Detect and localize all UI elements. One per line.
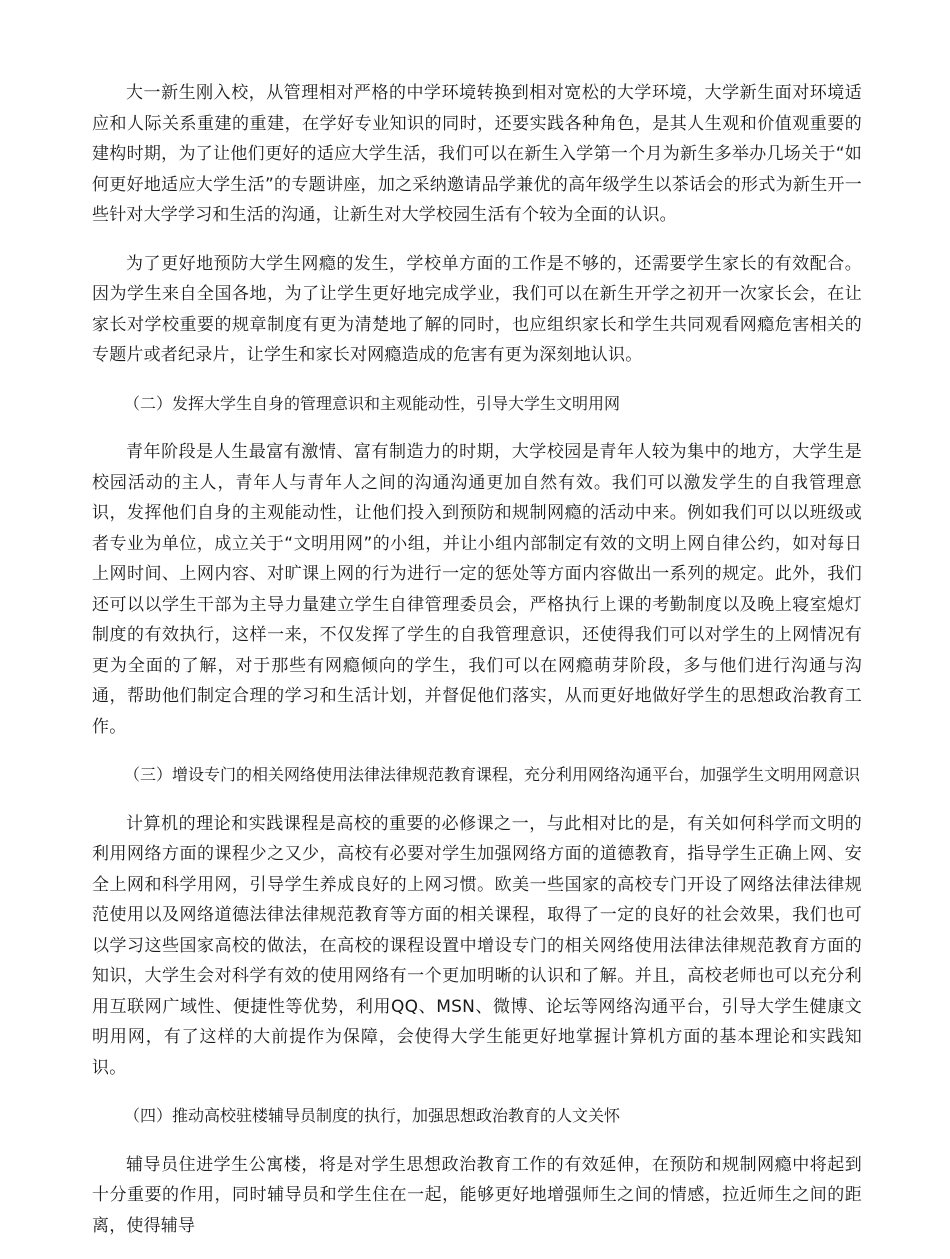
section-heading-2: （二）发挥大学生自身的管理意识和主观能动性，引导大学生文明用网 [124, 393, 621, 413]
section-heading-4: （四）推动高校驻楼辅导员制度的执行，加强思想政治教育的人文关怀 [124, 1106, 621, 1125]
paragraph-freshman-adaptation: 大一新生刚入校，从管理相对严格的中学环境转换到相对宽松的大学环境，大学新生面对环境适应和人际关系重建的重建，在学好专业知识的同时，还要实践各种角色，是其人生观和价值观重要的建构时期，为了让他们更好的适应大学生活，我们可以在新生入学第一个月为新生多举办几场关于“如何更好地适应大学生活”的专题讲座，加之采纳邀请品学兼优的高年级学生以茶话会的形式为新生开一些针对大学学习和生活的沟通，让新生对大学校园生活有个较为全面的认识。 [92, 83, 862, 225]
document-page [92, 78, 862, 1259]
section-heading-3: （三）增设专门的相关网络使用法律法律规范教育课程，充分利用网络沟通平台，加强学生文明用网意识 [124, 765, 861, 784]
paragraph-parent-cooperation: 为了更好地预防大学生网瘾的发生，学校单方面的工作是不够的，还需要学生家长的有效配合。因为学生来自全国各地，为了让学生更好地完成学业，我们可以在新生开学之初开一次家长会，在让家长对学校重要的规章制度有更为清楚地了解的同时，也应组织家长和学生共同观看网瘾危害相关的专题片或者纪录片，让学生和家长对网瘾造成的危害有更为深刻地认识。 [92, 253, 862, 365]
paragraph-counselor-residence: 辅导员住进学生公寓楼，将是对学生思想政治教育工作的有效延伸，在预防和规制网瘾中将起到十分重要的作用，同时辅导员和学生住在一起，能够更好地增强师生之间的情感，拉近师生之间的距离，使得辅导 [92, 1154, 862, 1236]
paragraph-self-management: 青年阶段是人生最富有激情、富有制造力的时期，大学校园是青年人较为集中的地方，大学生是校园活动的主人，青年人与青年人之间的沟通沟通更加自然有效。我们可以激发学生的自我管理意识，发挥他们自身的主观能动性，让他们投入到预防和规制网瘾的活动中来。例如我们可以以班级或者专业为单位，成立关于“文明用网”的小组，并让小组内部制定有效的文明上网自律公约，如对每日上网时间、上网内容、对旷课上网的行为进行一定的惩处等方面内容做出一系列的规定。此外，我们还可以以学生干部为主导力量建立学生自律管理委员会，严格执行上课的考勤制度以及晚上寝室熄灯制度的有效执行，这样一来，不仅发挥了学生的自我管理意识，还使得我们可以对学生的上网情况有更为全面的了解，对于那些有网瘾倾向的学生，我们可以在网瘾萌芽阶段，多与他们进行沟通与沟通，帮助他们制定合理的学习和生活计划，并督促他们落实，从而更好地做好学生的思想政治教育工作。 [92, 442, 862, 737]
paragraph-network-courses: 计算机的理论和实践课程是高校的重要的必修课之一，与此相对比的是，有关如何科学而文明的利用网络方面的课程少之又少，高校有必要对学生加强网络方面的道德教育，指导学生正确上网、安全上网和科学用网，引导学生养成良好的上网习惯。欧美一些国家的高校专门开设了网络法律法律规范使用以及网络道德法律法律规范教育等方面的相关课程，取得了一定的良好的社会效果，我们也可以学习这些国家高校的做法，在高校的课程设置中增设专门的相关网络使用法律法律规范教育方面的知识，大学生会对科学有效的使用网络有一个更加明晰的认识和了解。并且，高校老师也可以充分利用互联网广域性、便捷性等优势，利用QQ、MSN、微博、论坛等网络沟通平台，引导大学生健康文明用网，有了这样的大前提作为保障，会使得大学生能更好地掌握计算机方面的基本理论和实践知识。 [92, 813, 862, 1078]
